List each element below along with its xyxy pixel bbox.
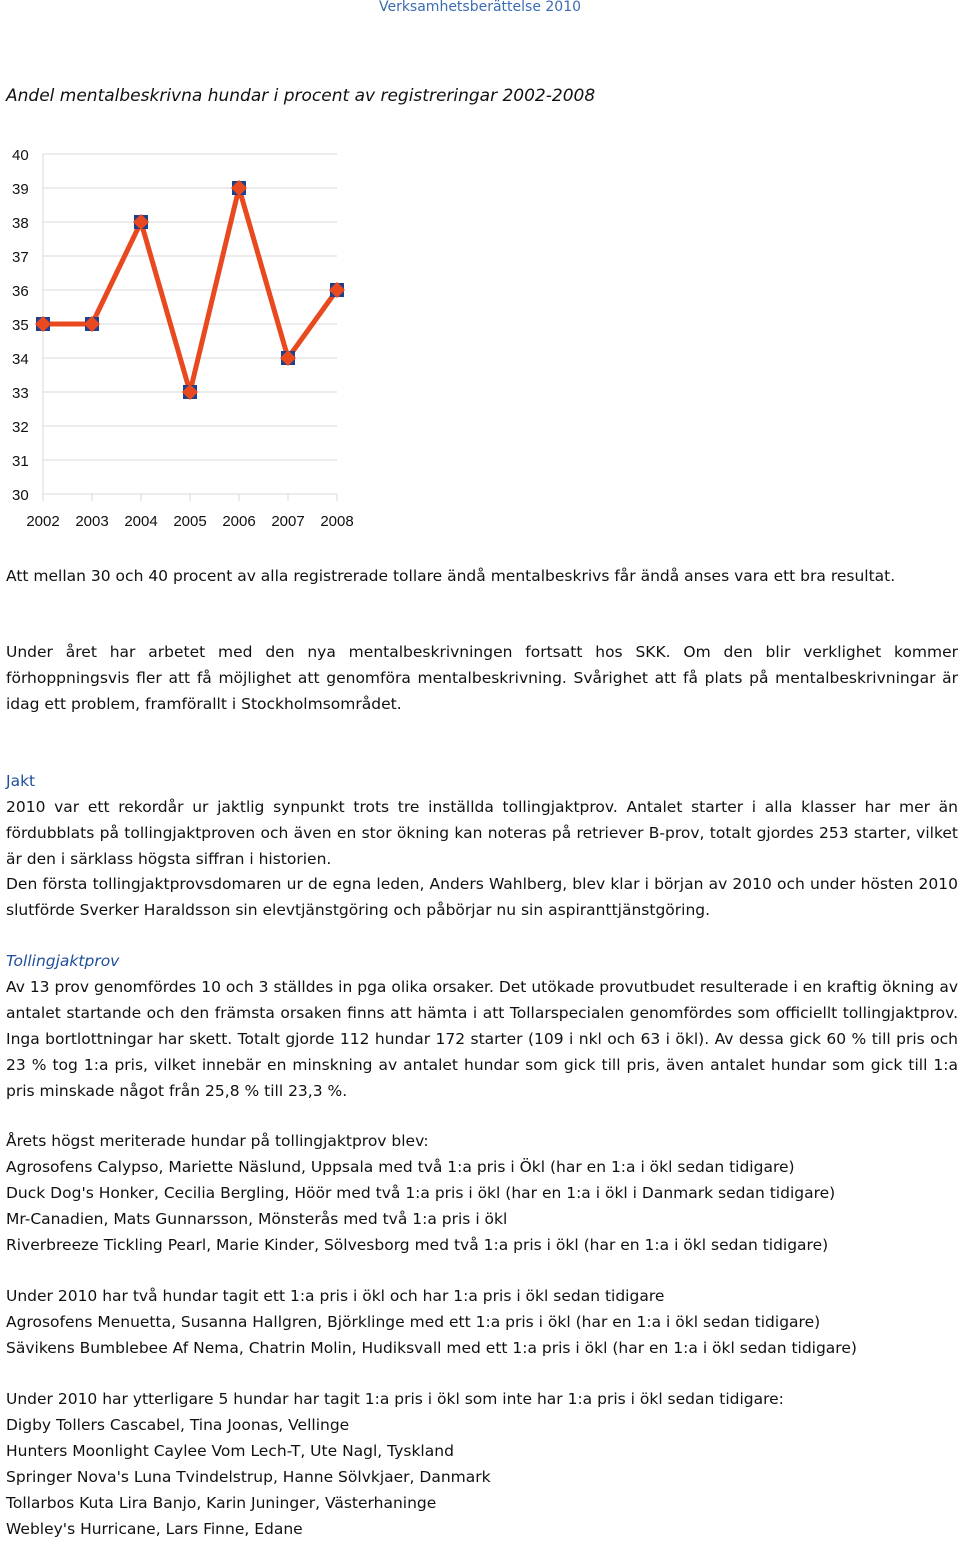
y-tick-label: 31 [12, 453, 29, 470]
y-tick-label: 33 [12, 385, 29, 402]
x-tick-label: 2007 [271, 513, 305, 530]
y-tick-label: 35 [12, 317, 29, 334]
list-item: Hunters Moonlight Caylee Vom Lech-T, Ute Nagl, Tyskland [6, 1442, 454, 1460]
x-tick-label: 2005 [173, 513, 207, 530]
list-item: Under 2010 har två hundar tagit ett 1:a pris i ökl och har 1:a pris i ökl sedan tidigare [6, 1287, 665, 1305]
list-item: Webley's Hurricane, Lars Finne, Edane [6, 1520, 303, 1538]
list-tva-hundar [6, 1283, 958, 1361]
heading-tollingjaktprov: Tollingjaktprov [6, 952, 120, 970]
y-tick-label: 32 [12, 419, 29, 436]
x-tick-label: 2006 [222, 513, 256, 530]
list-item: Tollarbos Kuta Lira Banjo, Karin Juninger, Västerhaninge [6, 1494, 437, 1512]
line-chart [0, 140, 360, 540]
list-item: Under 2010 har ytterligare 5 hundar har tagit 1:a pris i ökl som inte har 1:a pris i ökl sedan tidigare: [6, 1390, 784, 1408]
list-item: Agrosofens Calypso, Mariette Näslund, Uppsala med två 1:a pris i Ökl (har en 1:a i ökl sedan tidigare) [6, 1158, 795, 1176]
paragraph-result: Att mellan 30 och 40 procent av alla registrerade tollare ändå mentalbeskrivs får ändå anses vara ett bra resultat. [6, 567, 896, 585]
y-tick-label: 39 [12, 181, 29, 198]
list-item: Duck Dog's Honker, Cecilia Bergling, Höör med två 1:a pris i ökl (har en 1:a i ökl i Danmark sedan tidigare) [6, 1184, 836, 1202]
page-header: Verksamhetsberättelse 2010 [378, 0, 582, 15]
y-tick-label: 38 [12, 215, 29, 232]
list-item: Årets högst meriterade hundar på tollingjaktprov blev: [6, 1132, 429, 1150]
list-item: Sävikens Bumblebee Af Nema, Chatrin Molin, Hudiksvall med ett 1:a pris i ökl (har en 1:a i ökl sedan tidigare) [6, 1339, 857, 1357]
y-tick-label: 36 [12, 283, 29, 300]
y-tick-label: 34 [12, 351, 29, 368]
list-item: Springer Nova's Luna Tvindelstrup, Hanne Sölvkjaer, Danmark [6, 1468, 491, 1486]
y-tick-label: 37 [12, 249, 29, 266]
x-tick-label: 2003 [75, 513, 109, 530]
list-item: Agrosofens Menuetta, Susanna Hallgren, Björklinge med ett 1:a pris i ökl (har en 1:a i ökl sedan tidigare) [6, 1313, 821, 1331]
paragraph-tollingjaktprov: Av 13 prov genomfördes 10 och 3 ställdes in pga olika orsaker. Det utökade provutbudet resulterade i en kraftig ökning av antalet startande och den främsta orsaken finns att hämta i att Tollarspecialen genomfördes som officiellt tollingjaktprov. Inga bortlottningar har skett. Totalt gjorde 112 hundar 172 starter (109 i nkl och 63 i ökl). Av dessa gick 60 % till pris och 23 % tog 1:a pris, vilket innebär en minskning av antalet hundar som gick till pris, även antalet hundar som gick till 1:a pris minskade något från 25,8 % till 23,3 %. [6, 978, 958, 1100]
list-item: Riverbreeze Tickling Pearl, Marie Kinder, Sölvesborg med två 1:a pris i ökl (har en 1:a i ökl sedan tidigare) [6, 1236, 829, 1254]
list-ytterligare [6, 1386, 958, 1542]
list-item: Mr-Canadien, Mats Gunnarsson, Mönsterås med två 1:a pris i ökl [6, 1210, 508, 1228]
y-tick-label: 30 [12, 487, 29, 504]
list-meriterade [6, 1128, 958, 1258]
paragraph-jakt-1: 2010 var ett rekordår ur jaktlig synpunkt trots tre inställda tollingjaktprov. Antalet starter i alla klasser har mer än fördubblats på tollingjaktproven och även en stor ökning kan noteras på retriever B-prov, totalt gjordes 253 starter, vilket är den i särklass högsta siffran i historien. [6, 798, 958, 868]
x-tick-label: 2008 [320, 513, 354, 530]
y-tick-label: 40 [12, 147, 29, 164]
paragraph-mentalbeskrivning: Under året har arbetet med den nya mentalbeskrivningen fortsatt hos SKK. Om den blir verklighet kommer förhoppningsvis fler att få möjlighet att genomföra mentalbeskrivning. Svårighet att få plats på mentalbeskrivningar är idag ett problem, framförallt i Stockholmsområdet. [6, 643, 958, 713]
x-tick-label: 2004 [124, 513, 158, 530]
heading-jakt: Jakt [6, 772, 36, 790]
chart-title: Andel mentalbeskrivna hundar i procent av registreringar 2002-2008 [6, 86, 596, 106]
paragraph-jakt-2: Den första tollingjaktprovsdomaren ur de egna leden, Anders Wahlberg, blev klar i början av 2010 och under hösten 2010 slutförde Sverker Haraldsson sin elevtjänstgöring och påbörjar nu sin aspiranttjänstgöring. [6, 875, 958, 919]
x-tick-label: 2002 [26, 513, 60, 530]
list-item: Digby Tollers Cascabel, Tina Joonas, Vellinge [6, 1416, 350, 1434]
